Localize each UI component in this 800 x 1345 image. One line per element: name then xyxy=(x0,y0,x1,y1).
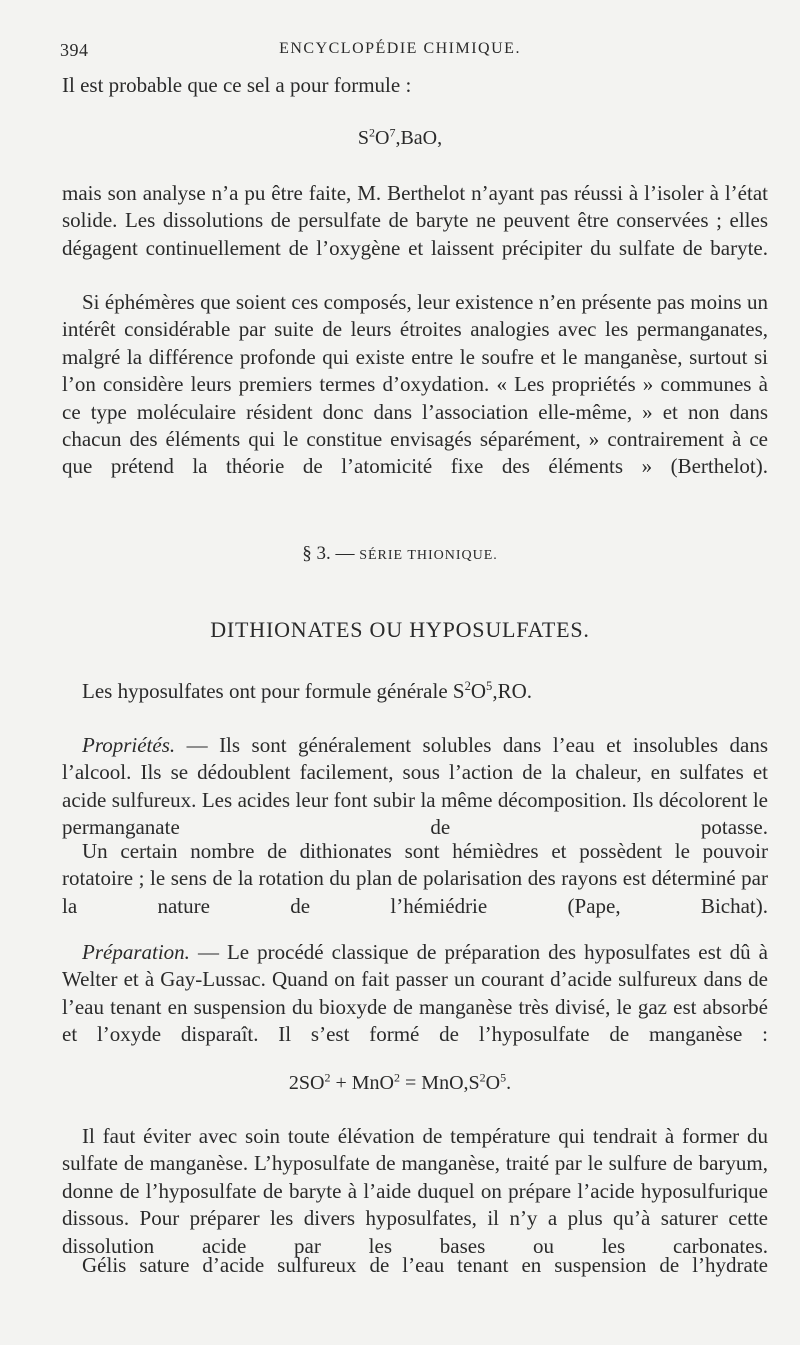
paragraph-avoid-heating: Il faut éviter avec soin toute élévation de température qui tendrait à former du sulfate de manganèse. L’hyposulfate de manganèse, traité par le sulfure de baryum, donne de l’hyposulfate de baryte à l’aide duquel on prépare l’acide hyposulfurique dissous. Pour préparer les divers hyposulfates, il n’y a plus qu’à saturer cette dissolution acide par les bases ou les carbonates. xyxy=(62,1124,768,1258)
general-formula-line: Les hyposulfates ont pour formule générale $S^2O^5,RO$. xyxy=(82,679,533,703)
equation-manganese-hyposulfate: $2SO^2 + MnO^2 = MnO,S^2O^5$. xyxy=(288,1070,512,1094)
chapter-title: DITHIONATES OU HYPOSULFATES. xyxy=(210,617,590,642)
running-title: ENCYCLOPÉDIE CHIMIQUE. xyxy=(279,40,521,57)
paragraph-hemihedral: Un certain nombre de dithionates sont hémièdres et possèdent le pouvoir rotatoire ; le sens de la rotation du plan de polarisation des rayons est déterminé par la nature de l’hémiédrie (Pape, Bichat). xyxy=(62,839,768,918)
page-header xyxy=(60,40,740,66)
paragraph-preparation: Préparation. — Le procédé classique de préparation des hyposulfates est dû à Welter et à Gay-Lussac. Quand on fait passer un courant d’acide sulfureux dans de l’eau tenant en suspension du bioxyde de manganèse très divisé, le gaz est absorbé et l’oxyde disparaît. Il s’est formé de l’hyposulfate de manganèse : xyxy=(62,940,768,1047)
intro-line: Il est probable que ce sel a pour formule : xyxy=(62,73,412,97)
section-heading xyxy=(0,543,800,565)
section-number: 3. — xyxy=(316,543,355,564)
section-symbol: § xyxy=(302,543,312,564)
paragraph-gelis: Gélis sature d’acide sulfureux de l’eau tenant en suspension de l’hydrate xyxy=(82,1253,768,1277)
section-name: SÉRIE THIONIQUE. xyxy=(359,548,498,563)
preparation-label: Préparation. xyxy=(82,940,190,964)
paragraph-properties: Propriétés. — Ils sont généralement solubles dans l’eau et insolubles dans l’alcool. Ils se dédoublent facilement, sous l’action de la chaleur, en sulfates et acide sulfureux. Les acides leur font subir la même décomposition. Ils décolorent le permanganate de potasse. xyxy=(62,733,768,840)
paragraph-berthelot-analysis: mais son analyse n’a pu être faite, M. Berthelot n’ayant pas réussi à l’isoler à l’état solide. Les dissolutions de persulfate de baryte ne peuvent être conservées ; elles dégagent continuellement de l’oxygène et laissent précipiter du sulfate de baryte. xyxy=(62,181,768,260)
paragraph-ephemeral-compounds: Si éphémères que soient ces composés, leur existence n’en présente pas moins un intérêt considérable par suite de leurs étroites analogies avec les permanganates, malgré la différence profonde qui existe entre le soufre et le manganèse, surtout si l’on considère leurs premiers termes d’oxydation. « Les propriétés » communes à ce type moléculaire résident donc dans l’association elle-même, » et non dans chacun des éléments qui le constitue envisagés séparément, » contrairement à ce que prétend la théorie de l’atomicité fixe des éléments » (Berthelot). xyxy=(62,290,768,479)
properties-label: Propriétés. xyxy=(82,733,176,757)
page-number: 394 xyxy=(60,40,89,60)
formula-barium-persulfate: $S^2O^7,BaO$, xyxy=(357,125,443,149)
